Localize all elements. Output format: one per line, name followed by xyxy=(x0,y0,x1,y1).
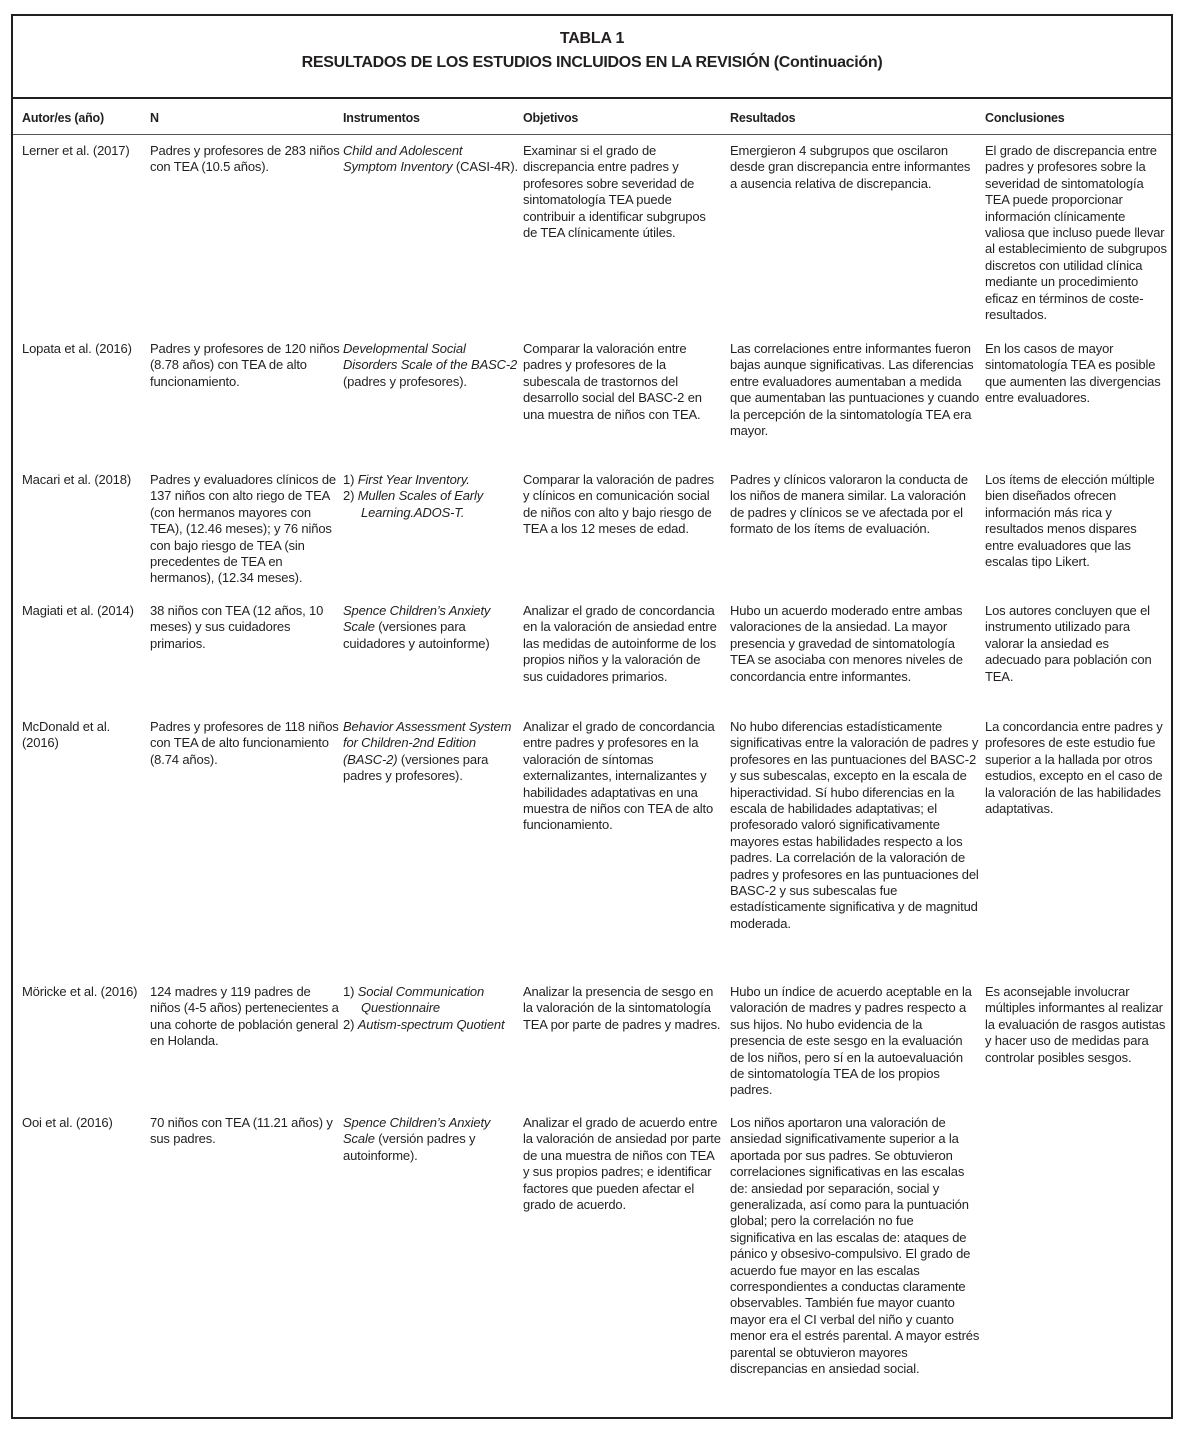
table-frame xyxy=(11,14,1173,1419)
instrument-name: Autism-spectrum Quotient xyxy=(357,1016,505,1032)
instrument-item xyxy=(343,719,519,785)
author-cell: Ooi et al. (2016) xyxy=(22,1115,113,1130)
instrument-note: 1) xyxy=(343,472,358,487)
instruments-cell xyxy=(343,341,519,390)
results-cell: Hubo un acuerdo moderado entre ambas valoraciones de la ansiedad. La mayor presencia y gravedad de sintomatología TEA se asociaba con menores niveles de concordancia entre informantes. xyxy=(730,603,963,684)
header-conclusions: Conclusiones xyxy=(985,111,1065,125)
instruments-cell xyxy=(343,1115,519,1164)
instrument-name: Child and Adolescent Symptom Inventory xyxy=(343,143,463,175)
objectives-cell: Comparar la valoración de padres y clínicos en comunicación social de niños con alto y bajo riesgo de TEA a los 12 meses de edad. xyxy=(523,472,715,537)
objectives-cell: Examinar si el grado de discrepancia entre padres y profesores sobre severidad de sintomatología TEA puede contribuir a identificar subgrupos de TEA clínicamente útiles. xyxy=(523,143,706,241)
header-instruments: Instrumentos xyxy=(343,111,420,125)
table-header xyxy=(13,102,1171,135)
author-cell: Macari et al. (2018) xyxy=(22,472,131,487)
header-n: N xyxy=(150,111,159,125)
results-cell: Emergieron 4 subgrupos que oscilaron desde gran discrepancia entre informantes a ausencia relativa de discrepancia. xyxy=(730,143,971,191)
instrument-note: (versión padres y autoinforme). xyxy=(343,1131,476,1163)
instrument-note: 2) xyxy=(343,1016,358,1032)
conclusions-cell: La concordancia entre padres y profesores de este estudio fue superior a la hallada por otros estudios, excepto en el caso de la valoración de las habilidades adaptativas. xyxy=(985,719,1163,817)
instruments-cell xyxy=(343,472,519,521)
author-cell: Magiati et al. (2014) xyxy=(22,603,134,618)
instrument-name: First Year Inventory. xyxy=(357,472,470,487)
objectives-cell: Analizar el grado de concordancia entre padres y profesores en la valoración de síntomas externalizantes, internalizantes y habilidades adaptativas en una muestra de niños con TEA de alto funcionamiento. xyxy=(523,719,715,833)
author-cell: McDonald et al. (2016) xyxy=(22,719,111,751)
instrument-item xyxy=(343,341,519,390)
instrument-note: (versiones para padres y profesores). xyxy=(343,751,489,784)
instruments-cell xyxy=(343,719,519,785)
instrument-note: (CASI-4R). xyxy=(452,159,518,175)
instrument-item xyxy=(343,143,519,176)
instrument-item xyxy=(343,603,519,652)
n-cell: Padres y profesores de 120 niños (8.78 años) con TEA de alto funcionamiento. xyxy=(150,341,340,389)
instruments-cell xyxy=(343,984,519,1033)
header-objectives: Objetivos xyxy=(523,111,579,125)
instrument-note: 1) xyxy=(343,984,358,999)
table-title-main: RESULTADOS DE LOS ESTUDIOS INCLUIDOS EN LA REVISIÓN xyxy=(301,54,770,71)
instrument-name: Developmental Social Disorders Scale of the BASC-2 xyxy=(343,341,518,373)
instrument-note: (padres y profesores). xyxy=(343,373,467,389)
conclusions-cell: Es aconsejable involucrar múltiples informantes al realizar la evaluación de rasgos autistas y hacer uso de medidas para controlar posibles sesgos. xyxy=(985,984,1166,1065)
instruments-cell xyxy=(343,143,519,176)
header-results: Resultados xyxy=(730,111,796,125)
objectives-cell: Analizar el grado de concordancia en la valoración de ansiedad entre las medidas de autoinforme de los propios niños y la valoración de sus cuidadores primarios. xyxy=(523,603,717,684)
table-title xyxy=(13,54,1171,72)
author-cell: Möricke et al. (2016) xyxy=(22,984,138,999)
n-cell: Padres y profesores de 283 niños con TEA (10.5 años). xyxy=(150,143,340,175)
instrument-item xyxy=(343,1115,519,1164)
header-author: Autor/es (año) xyxy=(22,111,104,125)
results-cell: Las correlaciones entre informantes fueron bajas aunque significativas. Las diferencias entre evaluadores aumentaban a medida que aumentaban las puntuaciones y cuando la percepción de la sintomatología TEA era mayor. xyxy=(730,341,980,439)
results-cell: Los niños aportaron una valoración de ansiedad significativamente superior a la aportada por sus padres. Se obtuvieron correlaciones significativas en las escalas de: ansiedad por separación, social y generalizada, así como para la puntuación global; pero la correlación no fue significativa en las escalas de: ataques de pánico y obsesivo-compulsivo. El grado de acuerdo fue mayor en las escalas correspondientes a conductas claramente observables. También fue mayor cuanto mayor era el CI verbal del niño y cuanto menor era el estrés parental. A mayor estrés parental se obtuvieron mayores discrepancias en ansiedad social. xyxy=(730,1115,980,1377)
instrument-item xyxy=(343,488,519,521)
n-cell: 38 niños con TEA (12 años, 10 meses) y sus cuidadores primarios. xyxy=(150,603,324,651)
instrument-item xyxy=(343,472,519,488)
instrument-name: Behavior Assessment System for Children-2nd Edition (BASC-2) xyxy=(343,719,512,767)
objectives-cell: Analizar el grado de acuerdo entre la valoración de ansiedad por parte de una muestra de niños con TEA y sus propios padres; e identificar factores que pueden afectar el grado de acuerdo. xyxy=(523,1115,721,1213)
instrument-name: Social Communication Questionnaire xyxy=(357,984,485,1016)
results-cell: Hubo un índice de acuerdo aceptable en la valoración de madres y padres respecto a sus hijos. No hubo evidencia de la presencia de este sesgo en la evaluación de los niños, pero sí en la autoevaluación de sintomatología TEA de los propios padres. xyxy=(730,984,972,1098)
conclusions-cell: Los autores concluyen que el instrumento utilizado para valorar la ansiedad es adecuado para población con TEA. xyxy=(985,603,1152,684)
results-cell: No hubo diferencias estadísticamente significativas entre la valoración de padres y profesores en las puntuaciones del BASC-2 y sus subescalas, excepto en la escala de hiperactividad. Sí hubo diferencias en la escala de habilidades adaptativas; el profesorado valoró significativamente mayores estas habilidades respecto a los padres. La correlación de la valoración de padres y profesores en las puntuaciones del BASC-2 y sus subescalas fue estadísticamente significativa y de magnitud moderada. xyxy=(730,719,979,931)
instrument-note: 2) xyxy=(343,488,358,504)
n-cell: 70 niños con TEA (11.21 años) y sus padres. xyxy=(150,1115,333,1147)
instrument-name: Mullen Scales of Early Learning.ADOS-T. xyxy=(357,488,484,520)
author-cell: Lerner et al. (2017) xyxy=(22,143,130,158)
instrument-note: (versiones para cuidadores y autoinforme) xyxy=(343,619,490,651)
objectives-cell: Comparar la valoración entre padres y profesores de la subescala de trastornos del desarrollo social del BASC-2 en una muestra de niños con TEA. xyxy=(523,341,702,422)
table-title-suffix: (Continuación) xyxy=(773,54,883,71)
instrument-name: Spence Children’s Anxiety Scale xyxy=(343,1115,491,1147)
n-cell: 124 madres y 119 padres de niños (4-5 años) pertenecientes a una cohorte de población general en Holanda. xyxy=(150,984,339,1049)
instruments-cell xyxy=(343,603,519,652)
objectives-cell: Analizar la presencia de sesgo en la valoración de la sintomatología TEA por parte de padres y madres. xyxy=(523,984,721,1032)
instrument-item xyxy=(343,984,519,1017)
conclusions-cell: Los ítems de elección múltiple bien diseñados ofrecen información más rica y resultados menos dispares entre evaluadores que las escalas tipo Likert. xyxy=(985,472,1155,570)
conclusions-cell: El grado de discrepancia entre padres y profesores sobre la severidad de sintomatología TEA puede proporcionar información clínicamente valiosa que incluso puede llevar al establecimiento de subgrupos discretos con utilidad clínica mediante un procedimiento eficaz en términos de coste-resultados. xyxy=(985,143,1167,323)
n-cell: Padres y profesores de 118 niños con TEA de alto funcionamiento (8.74 años). xyxy=(150,719,339,767)
table-title-box xyxy=(13,16,1171,99)
n-cell: Padres y evaluadores clínicos de 137 niños con alto riego de TEA (con hermanos mayores con TEA), (12.46 meses); y 76 niños con bajo riesgo de TEA (sin precedentes de TEA en hermanos), (12.34 meses). xyxy=(150,472,336,586)
instrument-item xyxy=(343,1017,519,1033)
results-cell: Padres y clínicos valoraron la conducta de los niños de manera similar. La valoración de padres y clínicos se ve afectada por el formato de los ítems de evaluación. xyxy=(730,472,968,537)
conclusions-cell: En los casos de mayor sintomatología TEA es posible que aumenten las divergencias entre evaluadores. xyxy=(985,341,1161,406)
table-number: TABLA 1 xyxy=(559,30,625,47)
instrument-name: Spence Children’s Anxiety Scale xyxy=(343,603,491,635)
author-cell: Lopata et al. (2016) xyxy=(22,341,132,356)
